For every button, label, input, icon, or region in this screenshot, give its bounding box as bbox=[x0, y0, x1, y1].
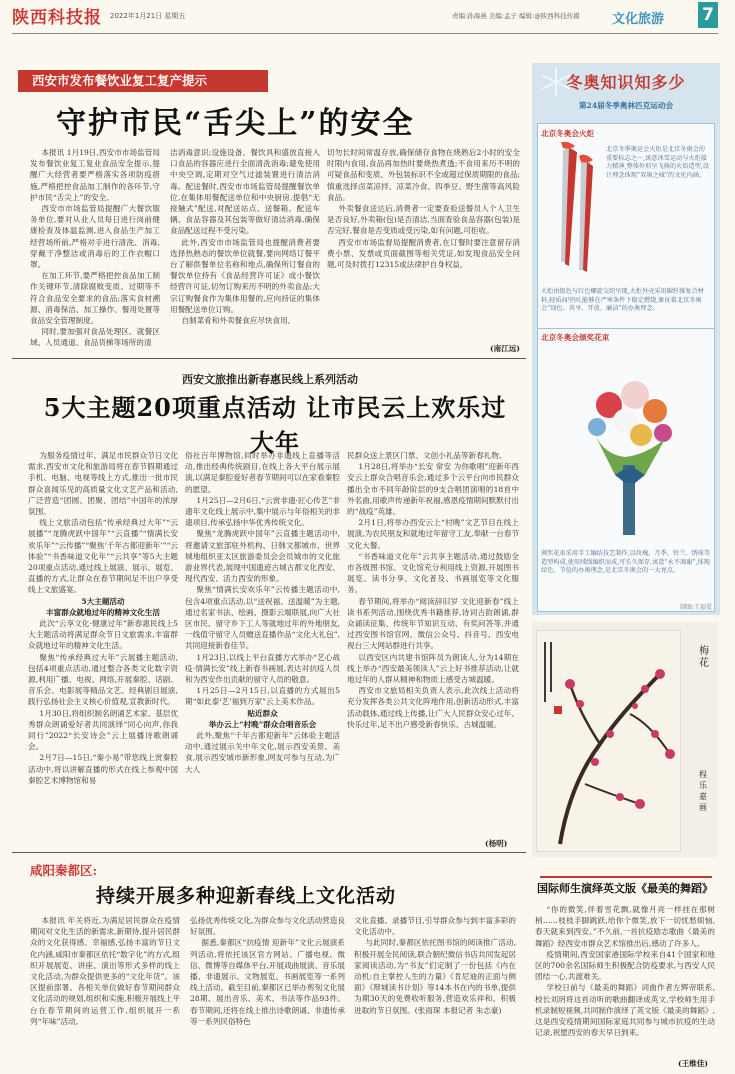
paragraph: 此外,西安市市场监管局也提醒消费者要选择热熟态的餐饮单位就餐,要向网络订餐平台了解供餐单位名称和地点,确保所订餐食的餐饮单位持有《食品经营许可证》或小餐饮经营许可证,切勿订购来历不明的外卖食品;大宗订购餐食作为集体用餐的,应向持证的集体用餐配送单位订购。 bbox=[170, 237, 320, 314]
paragraph: 线上文旅活动包括“传承经典过大年”“云展播”“龙腾虎跃中国年”“云直播”“情满长安欢乐年”“云传播”“聚焦‘千年古都迎新年’”“云体验”“书香味道文化年”“云共享”等5大主题20项重点活动,通过线上展演、展示、展览、直播的方式,让群众在春节期间足不出户享受线上文旅盛宴。 bbox=[28, 518, 178, 595]
subheading: 举办云上“村晚”群众合唱音乐会 bbox=[208, 719, 317, 729]
paragraph: “书香味道文化年”云共享主题活动,通过鼓励全市各级图书馆、文化馆充分利用线上资源,开展图书展览、读书分享、文化普及、书画展览等文化服务。 bbox=[347, 551, 519, 595]
article1-column-2 bbox=[170, 147, 320, 326]
paragraph: 俗社百年博物馆,同时举办非遗线上直播等活动,推出经典传统剧目,在线上各大平台展示展演,以满足秦腔爱好者春节期间可以在家看秦腔的愿望。 bbox=[185, 451, 340, 494]
divider bbox=[12, 852, 526, 853]
article3-headline: 持续开展多种迎新春线上文化活动 bbox=[96, 885, 397, 907]
paragraph: 聚焦“龙腾虎跃中国年”云直播主题活动中,将邀请文旅部驻外机构、日韩文都城市、世界城地组织亚太区旅游委员会会员城市的文化旅游业界代表,展现中国遗迹古城古都文化西安、现代西安、活力西安的形象。 bbox=[185, 529, 340, 584]
paragraph: 1月23日,以线上平台直播方式举办“艺心战疫·情满长安”线上新春书画展,表达对抗疫人员和为西安作出贡献的留守人员的敬意。 bbox=[185, 652, 340, 685]
article1-headline: 守护市民“舌尖上”的安全 bbox=[56, 106, 415, 141]
article2-column-2 bbox=[185, 450, 340, 775]
header-rule bbox=[12, 33, 718, 34]
subheading: 5大主题活动 bbox=[81, 596, 125, 606]
torch-description: 北京冬季奥运会火炬是北京冬奥会的重要标志之一,寓意冰雪运动与火炬接力精神,整体外形呈飞扬的火焰造型,设计理念体现“双奥之城”的文化内涵。 bbox=[606, 146, 709, 179]
paragraph: 文化直播、录播节目,引导群众参与到丰富多彩的文化活动中。 bbox=[354, 916, 516, 937]
medal-bouquet-illustration bbox=[575, 365, 685, 545]
paragraph: 聚焦“情满长安欢乐年”云传播主题活动中,包含4项重点活动,以“送祝福、送温暖”为主题,通过名家书法、绘画、摄影云端联展,向广大社区市民、留守乡下工人等就地过年的外地朋友,一线值守留守人员赠送直播作品“文化大礼包”,共同迎接新春佳节。 bbox=[185, 585, 340, 651]
paragraph: 2月1日,将举办西安云上“村晚”文艺节目在线上展演,为农民朋友和就地过年留守工友,奉献一台春节文化大餐。 bbox=[347, 518, 519, 550]
paragraph: 洁消毒意识;设施设备、餐饮具和盛放直接入口食品的容器应进行全面清洗消毒;避免使用中央空调,定期对空气过滤装置进行清洁消毒。配送餐时,西安市市场监管局提醒餐饮单位,在集体用餐配送单位和中央厨房,提倡“无接触式”配送,对配送站点、送餐箱、配送车辆、食品容器及其包装等做好清洁消毒,确保食品配送过程不受污染。 bbox=[170, 148, 320, 236]
paragraph: 此次“云享文化·健康过年”新春惠民线上5大主题活动将满足群众节日文旅需求,丰富群众就地过年的精神文化生活。 bbox=[28, 619, 178, 651]
article3-column-1 bbox=[30, 915, 180, 1027]
section-name: 文化旅游 bbox=[612, 12, 665, 27]
article1-author: (南江远) bbox=[490, 344, 520, 353]
torch-panel-title: 北京冬奥会火炬 bbox=[541, 129, 595, 138]
paragraph: 1月30日,将组织制名朗诵艺术家、基层优秀群众朗诵爱好者共同演绎“同心向声,你我同行”2022“长安诗会”云上展播诗歌朗诵会。 bbox=[28, 708, 178, 752]
article2-column-1 bbox=[28, 450, 178, 786]
plum-blossom-artwork bbox=[540, 634, 678, 848]
issue-date: 2022年1月21日 星期五 bbox=[110, 12, 186, 20]
paragraph: 自制菜肴和外卖餐食应尽快食用, bbox=[181, 316, 291, 326]
subheading: 丰富群众就地过年的精神文化生活 bbox=[46, 607, 160, 617]
paragraph: 本报讯 1月19日,西安市市场监管局发布餐饮业复工复业食品安全提示,提醒广大经营者要严格落实各项防疫措施,严格把控食品加工制作的各环节,守护市民“舌尖上”的安全。 bbox=[30, 148, 160, 202]
article1-kicker: 西安市发布餐饮业复工复产提示 bbox=[18, 70, 268, 92]
paragraph: 本报讯 年关将近,为满足居民群众在疫情期间对文化生活的新需求,新期待,提升居民群众的文化获得感、幸福感,弘扬丰富的节日文化内涵,咸阳市秦都区依托“数字化”的方式,组织开展展览、讲座、演出等形式多样的线上文化活动,为群众提供更多的“文化年货”。该区提前部署、各相关单位做好春节期间群众文化活动的规划,组织和实施,积极开展线上平台在春节期间的运营工作,组织展开一系列“年味”活动, bbox=[30, 916, 180, 1026]
torch-description-2: 火炬由银色与红色螺旋交织呈现,火炬外壳采用碳纤维复合材料,轻质而坚固,能够在严寒条件下稳定燃烧,象征着北京冬奥会“绿色、共享、开放、廉洁”的办奥理念。 bbox=[541, 288, 704, 313]
article2-column-3 bbox=[347, 450, 519, 730]
paragraph: 民群众送上景区门票、文创小礼品等新春礼物。 bbox=[347, 451, 507, 460]
paragraph: 1月28日,将举办“长安 常安 为你歌唱”迎新年西安云上群众合唱音乐会,通过多个云平台向市民群众播出全市不同年龄阶层的9支合唱团演唱的18首中外名曲,用歌声传递新年祝福,感恩疫情期间默默付出的“战疫”英雄。 bbox=[347, 462, 519, 517]
paragraph: 以西安区内共建书馆阵员为朗读人,分为14期在线上举办“西安最美领读人”云上好书推荐活动,让就地过年的人群从精神和物质上感受古城温暖。 bbox=[347, 652, 519, 685]
winter-olympics-subtitle: 第24届冬季奥林匹克运动会 bbox=[578, 101, 674, 110]
illustration-credit: 制图:王福爱 bbox=[680, 604, 713, 611]
paragraph: 与此同时,秦都区依托图书馆的阅读推广活动,积极开展全民阅读,联合朝纪微信书店共同发起居家阅读活动,为“书友”们定制了一份包括《内在动机:自主掌控人生的力量》《肯尼迪的正面与侧面》《辩城读书计划》等14本书在内的书单,提供为期30天的免费收听服务,营造欢乐祥和、积极进取的节日氛围。(张雨琛 本报记者 朱志豪) bbox=[354, 938, 516, 1015]
paragraph: 据悉,秦都区“抗疫情 迎新年”文化云展演系列活动,将依托该区官方网站、广播电视、微信、微博等自媒体平台,开展戏曲展演、音乐展播、非遗展示、文物展览、书画展览等一系列线上活动。截至目前,秦都区已举办剪刻文化展28期、展出音乐、美术、书法等作品93件。春节期间,还将在线上推出诗歌朗诵、非遗传承等一系列民俗特色 bbox=[190, 938, 345, 1026]
article3-column-3 bbox=[354, 915, 516, 1016]
article2-headline: 5大主题20项重点活动 让市民云上欢乐过大年 bbox=[43, 393, 507, 457]
bouquet-description: 颁奖花束采用手工编结技艺制作,以玫瑰、月季、铃兰、绣球等造型构成,使用绒线编织而成,可长久保存,寓意“永不凋谢”,体现绿色、节俭的办奥理念,是北京冬奥会的一大亮点。 bbox=[541, 550, 711, 575]
article3-column-2 bbox=[190, 915, 345, 1027]
editors-credit: 责编:孙海燕 美编:孟子 编辑:@陕西科技传媒 bbox=[452, 12, 580, 20]
subheading: 贴近群众 bbox=[247, 708, 278, 718]
paragraph: 弘扬优秀传统文化,为群众参与文化活动营造良好氛围。 bbox=[190, 916, 345, 937]
paragraph: 此外,聚焦“千年古都迎新年”云体验主题活动中,通过展示关中年文化,展示西安美景、美食,展示西安城市新形象,网友可参与互动,为广大人 bbox=[185, 731, 340, 774]
sidebar-news-author: (王维佳) bbox=[678, 1059, 708, 1068]
paragraph: 2月7日—15日,“秦小易”带您线上赏秦腔活动中,将以讲解直播的形式在线上参观中国秦腔艺术博物馆和易 bbox=[28, 753, 178, 785]
painting-title: 梅花 bbox=[699, 646, 709, 669]
paragraph: 在加工环节,要严格把控食品加工制作关键环节,清除腐败变质、过期等不符合食品安全要求的食品;落实食材溯源、消毒保洁、加工操作、餐用处置等食品安全管理制度。 bbox=[30, 271, 160, 326]
olympic-torch-illustration bbox=[545, 142, 603, 282]
paragraph: 为服务疫情过年、满足市民群众节日文化需求,西安市文化和旅游局将在春节假期通过手机、电脑、电视等线上方式,推出一批市民群众喜闻乐见的高质量文化文艺产品和活动,广泛营造“团圆、团聚、团结”中国年的浓厚氛围。 bbox=[28, 451, 178, 517]
painting-artist: 程乐嘉 画 bbox=[699, 770, 707, 812]
masthead-logo: 陕西科技报 bbox=[12, 8, 102, 28]
page-number: 7 bbox=[698, 2, 718, 28]
paragraph: 西安市文旅局相关负责人表示,此次线上活动将充分发挥各类公共文化阵地作用,创新活动形式,丰富活动载体,通过线上传播,让广大人民群众安心过年、快乐过年,足不出户感受新春快乐、古城温暖。 bbox=[347, 686, 519, 729]
paragraph: 外卖餐食送达后,消费者一定要查验送餐员人个人卫生是否良好,外卖箱(包)是否清洁,当面查验食品容器(包装)是否完好,餐食是否变质或受污染,如有问题,可拒收。 bbox=[327, 204, 520, 236]
paragraph: 西安市市场监督局提醒消费者,在订餐时要注意留存消费小票、发票或页面截图等相关凭证,如发现食品安全问题,可及时拨打12315或法律护自身权益。 bbox=[327, 237, 520, 270]
paragraph: 切勿长时间常温存放,确保储存食物在烧熟后2小时的安全时限内食用,食品再加热时要烧热煮透;不食用来历不明的可疑食品和变质、外包装标识不全或超过保质期限的食品;慎重选择卤菜凉拌、凉菜冷食、四季豆、野生菌等高风险食品。 bbox=[327, 148, 520, 202]
sidebar-news-body bbox=[535, 904, 715, 1038]
divider bbox=[12, 358, 526, 359]
paragraph: 疫情期间,西安国家港国际学校来自41个国家和地区的700余名国际师生积极配合防疫要求,与西安人民团结一心,共渡难关。 bbox=[535, 949, 715, 982]
paragraph: 学校日前与《最美的舞蹈》词曲作者左辉帝联系,校长刘玥将这首动听的歌曲翻译成英文,学校师生用手机录制短视频,共同制作演绎了英文版《最美的舞蹈》,这是西安疫情期间国际家庭共同参与城市抗疫的生动记录,祝愿西安的春天早日到来。 bbox=[535, 983, 715, 1038]
winter-olympics-title: 冬奥知识知多少 bbox=[566, 73, 686, 92]
bouquet-panel-title: 北京冬奥会颁奖花束 bbox=[541, 333, 610, 342]
paragraph: 同时,要加强对食品处理区、就餐区域、人员通道、食品货梯等场所的清 bbox=[30, 327, 160, 348]
paragraph: 1月25日—2月15日,以直播的方式展出5期“如此泰‘艺’福到万家”云上美术作品。 bbox=[185, 686, 340, 707]
article3-kicker: 咸阳秦都区: bbox=[30, 863, 98, 878]
paragraph: “你的微笑,伴着雪花飘,就像月亮一样挂在那树梢……枝枝手脚跳跃,给你个微笑,放下一切忧愁烦恼,春天就来到西安。”不久前,一首抗疫励志歌曲《最美的舞蹈》经西安市群众艺术馆推出后,感动了许多人。 bbox=[535, 905, 715, 948]
article1-column-3 bbox=[327, 147, 520, 270]
paragraph: 1月25日—2月6日,“云赏非遗·匠心传艺”非遗年文化线上展示中,集中展示与年俗相关的非遗项目,传承弘扬中华优秀传统文化。 bbox=[185, 495, 340, 528]
article2-kicker: 西安文旅推出新春惠民线上系列活动 bbox=[182, 373, 358, 386]
sidebar-news-headline: 国际师生演绎英文版《最美的舞蹈》 bbox=[537, 882, 713, 895]
paragraph: 西安市市场监管局提醒广大餐饮服务单位,要对从业人员每日进行岗前健康检查及体温监测,进入食品生产加工经营场所前,严格对手进行清洗、消毒,穿戴干净整洁或消毒后的工作衣帽口罩。 bbox=[30, 204, 160, 270]
paragraph: 春节期间,将举办“阅读辞旧岁 文化迎新春”线上读书系列活动,围绕优秀书籍推荐,诗词古韵朗诵,群众诵读征集、传统年节知识互动、有奖问答等,并通过西安图书馆官网、微信公众号、抖音号、西安电视台三大网站群进行共享。 bbox=[347, 596, 519, 651]
paragraph: 聚焦“传承经典过大年”云展播主题活动,包括4项重点活动,通过整合各类文化数字资源,利用广播、电视、网络,开展秦腔、话剧、音乐会、电影展等精品文艺、经典剧目展演,践行弘扬社会主义核心价值观,宣教新时代。 bbox=[28, 652, 178, 707]
news-rule bbox=[540, 876, 712, 878]
article1-column-1 bbox=[30, 147, 160, 349]
article2-author: (杨明) bbox=[485, 839, 508, 848]
